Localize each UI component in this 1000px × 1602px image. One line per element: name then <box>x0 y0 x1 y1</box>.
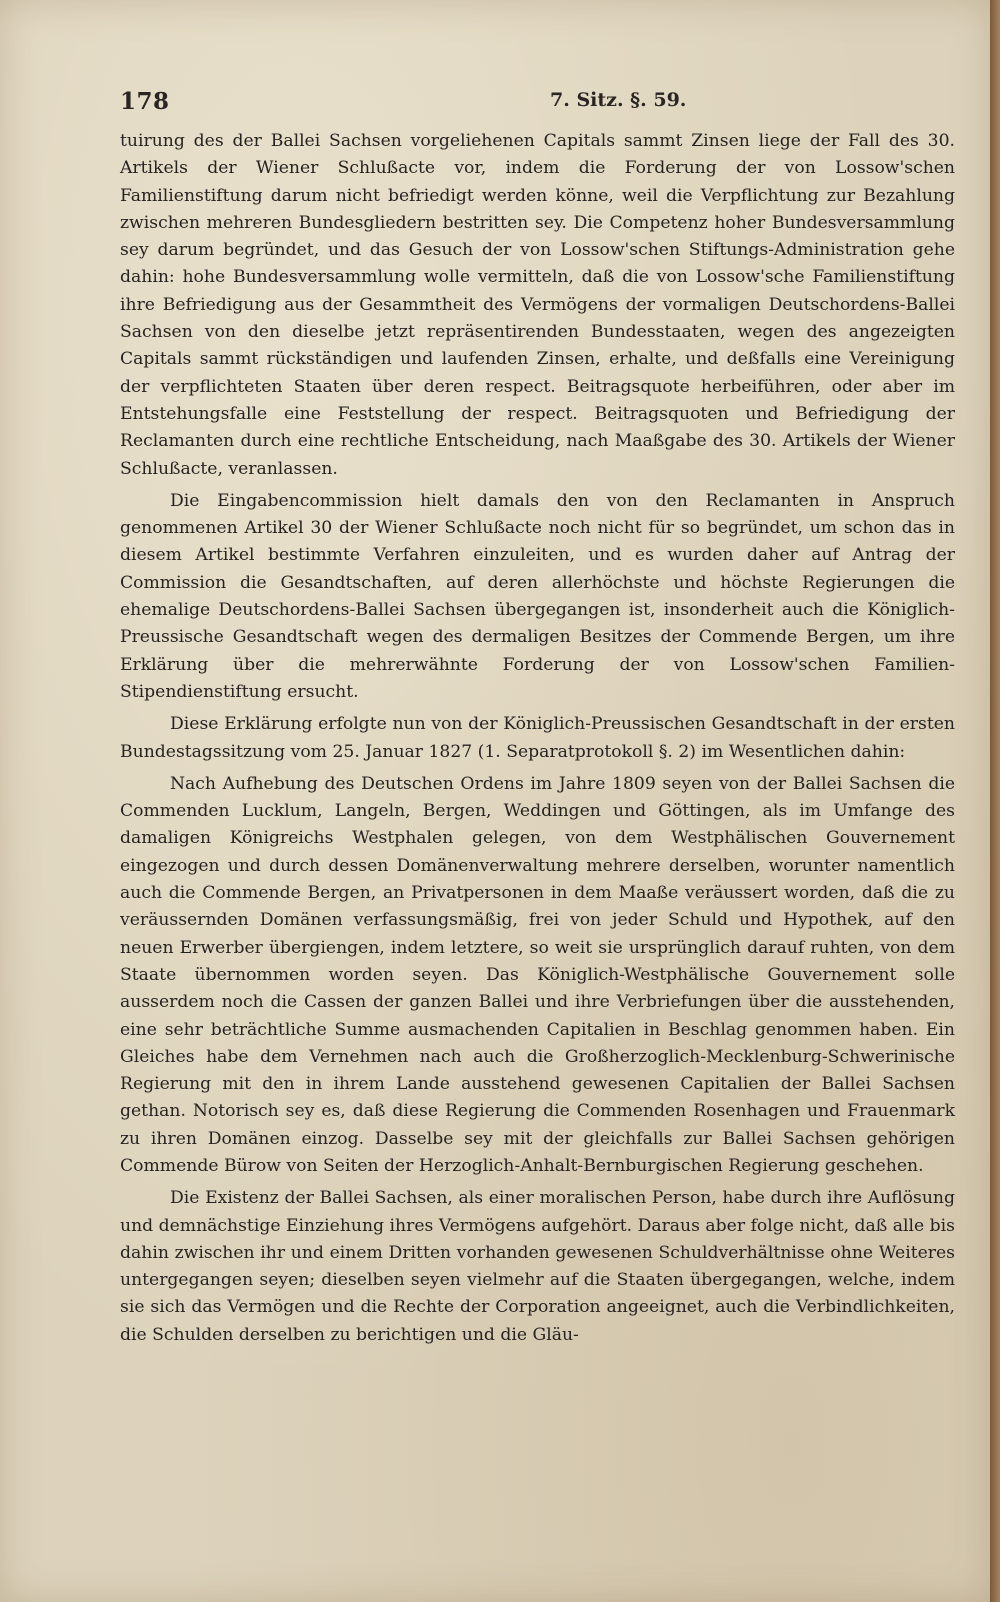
paragraph-declaration: Diese Erklärung erfolgte nun von der Königlich-Preussischen Gesandtschaft in der ersten Bundestagssitzung vom 25. Januar 1827 (1. Separatprotokoll §. 2) im Wesentlichen dahin: <box>120 714 955 762</box>
page-edge <box>990 0 1000 1602</box>
paragraph-dissolution: Nach Aufhebung des Deutschen Ordens im Jahre 1809 seyen von der Ballei Sachsen die Commenden Lucklum, Langeln, Bergen, Weddingen und Göttingen, als im Umfange des damaligen Königreichs Westphalen gelegen, von dem Westphälischen Gouvernement eingezogen und durch dessen Domänenverwaltung mehrere derselben, worunter namentlich auch die Commende Bergen, an Privatpersonen in dem Maaße veräussert worden, daß die zu veräussernden Domänen verfassungsmäßig, frei von jeder Schuld und Hypothek, auf den neuen Erwerber übergiengen, indem letztere, so weit sie ursprünglich darauf ruhten, von dem Staate übernommen worden seyen. Das Königlich-Westphälische Gouvernement solle ausserdem noch die Cassen der ganzen Ballei und ihre Verbriefungen über die ausstehenden, eine sehr beträchtliche Summe ausmachenden Capitalien in Beschlag genommen haben. Ein Gleiches habe dem Vernehmen nach auch die Großherzoglich-Mecklenburg-Schwerinische Regierung mit den in ihrem Lande ausstehend gewesenen Capitalien der Ballei Sachsen gethan. Notorisch sey es, daß diese Regierung die Commenden Rosenhagen und Frauenmark zu ihren Domänen einzog. Dasselbe sey mit der gleichfalls zur Ballei Sachsen gehörigen Commende Bürow von Seiten der Herzoglich-Anhalt-Bernburgischen Regierung geschehen. <box>120 773 955 1176</box>
paragraph-existence: Die Existenz der Ballei Sachsen, als einer moralischen Person, habe durch ihre Auflösung und demnächstige Einziehung ihres Vermögens aufgehört. Daraus aber folge nicht, daß alle bis dahin zwischen ihr und einem Dritten vorhanden gewesenen Schuldverhältnisse ohne Weiteres untergegangen seyen; dieselben seyen vielmehr auf die Staaten übergegangen, welche, indem sie sich das Vermögen und die Rechte der Corporation angeeignet, auch die Verbindlichkeiten, die Schulden derselben zu berichtigen und die Gläu- <box>120 1188 955 1345</box>
paragraph-continuation: tuirung des der Ballei Sachsen vorgeliehenen Capitals sammt Zinsen liege der Fall des 30. Artikels der Wiener Schlußacte vor, indem die Forderung der von Lossow'schen Familienstiftung darum nicht befriedigt werden könne, weil die Verpflichtung zur Bezahlung zwischen mehreren Bundesgliedern bestritten sey. Die Competenz hoher Bundesversammlung sey darum begründet, und das Gesuch der von Lossow'schen Stiftungs-Administration gehe dahin: hohe Bundesversammlung wolle vermitteln, daß die von Lossow'sche Familienstiftung ihre Befriedigung aus der Gesammtheit des Vermögens der vormaligen Deutschordens-Ballei Sachsen von den dieselbe jetzt repräsentirenden Bundesstaaten, wegen des angezeigten Capitals sammt rückständigen und laufenden Zinsen, erhalte, und deßfalls eine Vereinigung der verpflichteten Staaten über deren respect. Beitragsquote herbeiführen, oder aber im Entstehungsfalle eine Feststellung der respect. Beitragsquoten und Befriedigung der Reclamanten durch eine rechtliche Entscheidung, nach Maaßgabe des 30. Artikels der Wiener Schlußacte, veranlassen. <box>120 131 955 479</box>
paragraph-commission: Die Eingabencommission hielt damals den von den Reclamanten in Anspruch genommenen Artikel 30 der Wiener Schlußacte noch nicht für so begründet, um schon das in diesem Artikel bestimmte Verfahren einzuleiten, und es wurden daher auf Antrag der Commission die Gesandtschaften, auf deren allerhöchste und höchste Regierungen die ehemalige Deutschordens-Ballei Sachsen übergegangen ist, insonderheit auch die Königlich-Preussische Gesandtschaft wegen des dermaligen Besitzes der Commende Bergen, um ihre Erklärung über die mehrerwähnte Forderung der von Lossow'schen Familien-Stipendienstiftung ersucht. <box>120 490 955 702</box>
body-text <box>120 128 955 1354</box>
running-head: 7. Sitz. §. 59. <box>550 89 687 111</box>
page-number: 178 <box>120 88 170 115</box>
page-header <box>120 88 950 120</box>
